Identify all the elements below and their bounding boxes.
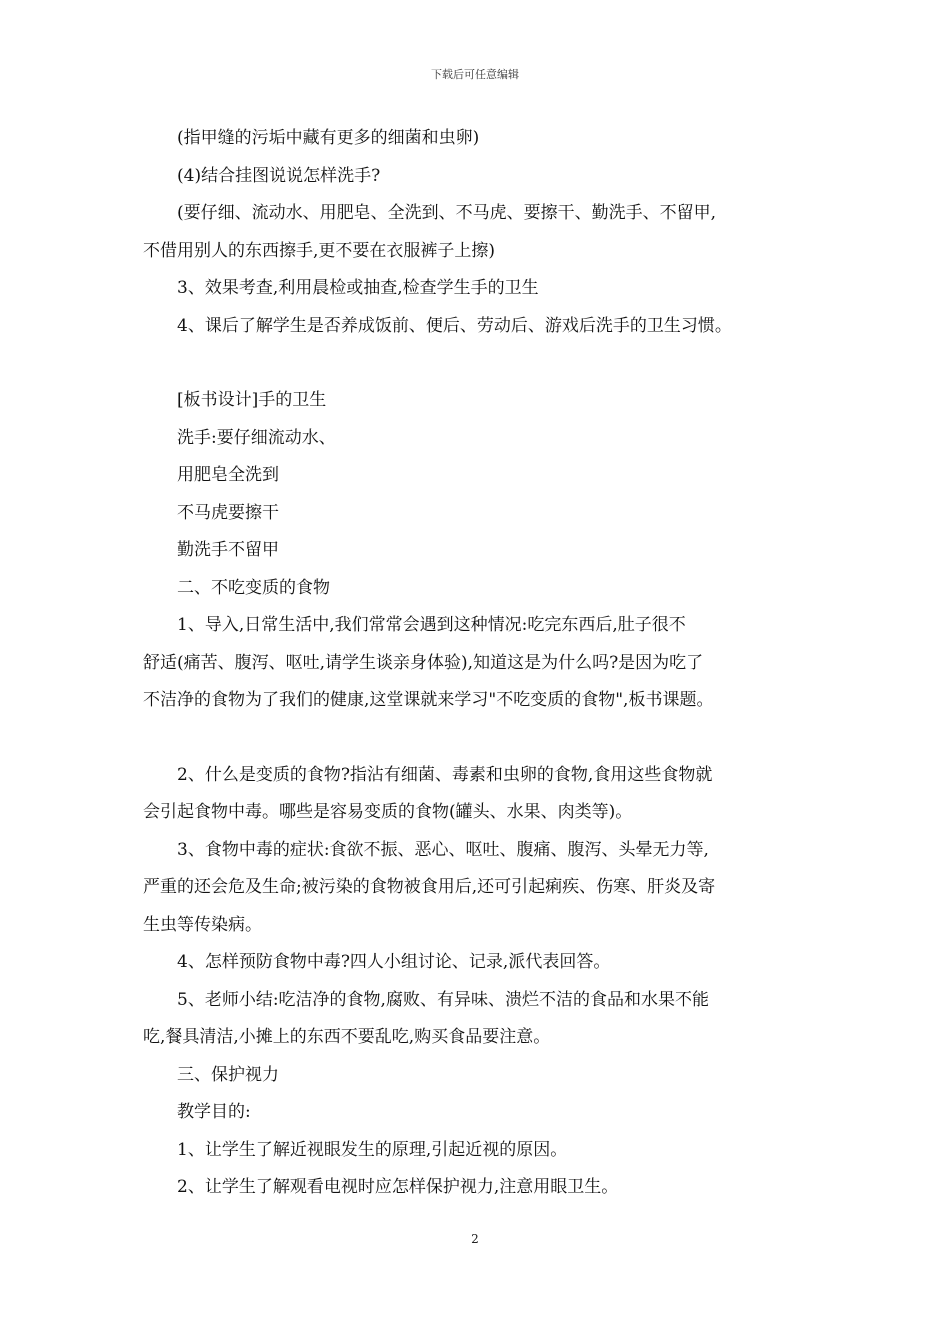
section-heading: 三、保护视力: [177, 1064, 279, 1085]
paragraph-line: (要仔细、流动水、用肥皂、全洗到、不马虎、要擦干、勤洗手、不留甲,: [177, 203, 717, 223]
paragraph-line: 1、让学生了解近视眼发生的原理,引起近视的原因。: [177, 1139, 568, 1160]
paragraph-line: 严重的还会危及生命;被污染的食物被食用后,还可引起痢疾、伤寒、肝炎及寄: [143, 877, 716, 897]
paragraph-line: 不借用别人的东西擦手,更不要在衣服裤子上擦): [143, 240, 496, 261]
page-header: 下载后可任意编辑: [431, 68, 519, 81]
paragraph-line: 吃,餐具清洁,小摊上的东西不要乱吃,购买食品要注意。: [143, 1027, 551, 1047]
paragraph-line: 4、课后了解学生是否养成饭前、便后、劳动后、游戏后洗手的卫生习惯。: [177, 315, 732, 336]
paragraph-line: 生虫等传染病。: [143, 914, 262, 935]
paragraph-line: 不洁净的食物为了我们的健康,这堂课就来学习"不吃变质的食物",板书课题。: [143, 690, 714, 710]
board-design-title: [板书设计]手的卫生: [177, 390, 327, 410]
board-design-line: 勤洗手不留甲: [177, 540, 279, 560]
section-heading: 二、不吃变质的食物: [177, 577, 330, 598]
board-design-line: 不马虎要擦干: [177, 502, 279, 523]
paragraph-line: 2、让学生了解观看电视时应怎样保护视力,注意用眼卫生。: [177, 1177, 619, 1197]
paragraph-line: 会引起食物中毒。哪些是容易变质的食物(罐头、水果、肉类等)。: [143, 802, 633, 822]
paragraph-line: 1、导入,日常生活中,我们常常会遇到这种情况:吃完东西后,肚子很不: [177, 615, 686, 635]
paragraph-line: 舒适(痛苦、腹泻、呕吐,请学生谈亲身体验),知道这是为什么吗?是因为吃了: [143, 652, 704, 673]
paragraph-line: 3、效果考查,利用晨检或抽查,检查学生手的卫生: [177, 278, 539, 298]
paragraph-line: 教学目的:: [177, 1102, 251, 1122]
paragraph-line: 3、食物中毒的症状:食欲不振、恶心、呕吐、腹痛、腹泻、头晕无力等,: [177, 839, 709, 860]
board-design-line: 洗手:要仔细流动水、: [177, 427, 336, 448]
document-body: [143, 120, 823, 1207]
board-design-line: 用肥皂全洗到: [177, 465, 279, 485]
paragraph-line: (指甲缝的污垢中藏有更多的细菌和虫卵): [177, 128, 480, 148]
paragraph-line: 4、怎样预防食物中毒?四人小组讨论、记录,派代表回答。: [177, 952, 611, 972]
paragraph-line: (4)结合挂图说说怎样洗手?: [177, 165, 381, 186]
paragraph-line: 2、什么是变质的食物?指沾有细菌、毒素和虫卵的食物,食用这些食物就: [177, 764, 713, 785]
paragraph-line: 5、老师小结:吃洁净的食物,腐败、有异味、溃烂不洁的食品和水果不能: [177, 989, 709, 1010]
page-number: 2: [471, 1232, 479, 1246]
